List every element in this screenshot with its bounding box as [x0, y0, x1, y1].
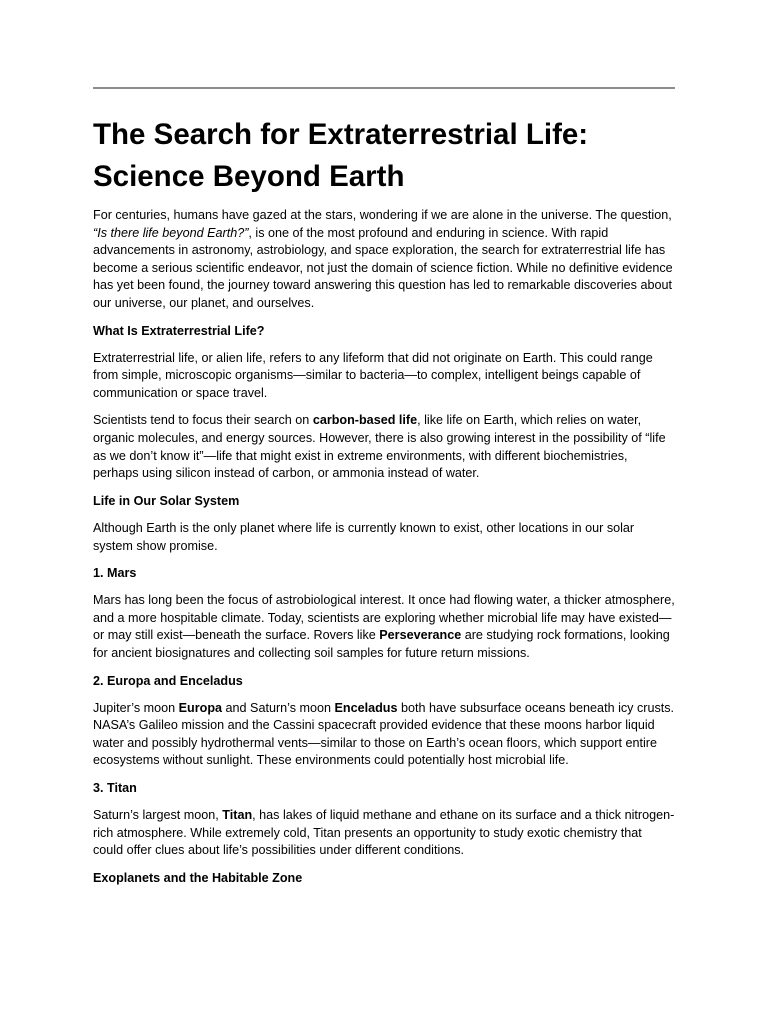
europa-paragraph — [93, 700, 675, 770]
title-line-1: The Search for Extraterrestrial Life: — [93, 118, 589, 151]
what-is-paragraph-2 — [93, 412, 675, 482]
enceladus-term: Enceladus — [334, 700, 398, 715]
subheading-europa-enceladus: 2. Europa and Enceladus — [93, 673, 243, 688]
intro-text: For centuries, humans have gazed at the stars, wondering if we are alone in the universe. The question, — [93, 208, 672, 222]
what-is-p2-text: Scientists tend to focus their search on — [93, 413, 313, 428]
mars-text: Mars has long been the focus of astrobiological interest. It once had flowing water, a thicker atmosphere, and a more hospitable climate. Today, scientists are exploring whether microbial life may have existed—or may still exist—beneath the surface. Rovers like — [93, 593, 675, 643]
title-line-2: Science Beyond Earth — [93, 160, 405, 193]
europa-text-mid: and Saturn’s moon — [222, 700, 335, 715]
top-horizontal-rule — [93, 87, 675, 89]
what-is-paragraph-1: Extraterrestrial life, or alien life, refers to any lifeform that did not originate on Earth. This could range from simple, microscopic organisms—similar to bacteria—to complex, intelligent beings capable of communication or space travel. — [93, 350, 653, 400]
intro-paragraph — [93, 207, 675, 313]
section-heading-exoplanets: Exoplanets and the Habitable Zone — [93, 870, 303, 885]
titan-paragraph — [93, 807, 675, 860]
carbon-based-life-term: carbon-based life — [312, 413, 418, 428]
subheading-titan: 3. Titan — [93, 781, 137, 796]
europa-text-cont: both have subsurface oceans beneath icy crusts. NASA’s Galileo mission and the Cassini spacecraft provided evidence that these moons harbor liquid water and possibly hydrothermal vents—similar to those on Earth’s ocean floors, which support entire ecosystems without sunlight. These environments could potentially host microbial life. — [93, 700, 675, 768]
intro-text-cont: , is one of the most profound and enduring in science. With rapid advancements in astronomy, astrobiology, and space exploration, the search for extraterrestrial life has become a serious scientific endeavor, not just the domain of science fiction. While no definitive evidence has yet been found, the journey toward answering this question has led to remarkable discoveries about our universe, our planet, and ourselves. — [93, 225, 673, 310]
titan-term: Titan — [222, 808, 253, 823]
titan-text: Saturn’s largest moon, — [93, 808, 223, 823]
document-title — [93, 114, 693, 198]
section-heading-what-is: What Is Extraterrestrial Life? — [93, 323, 265, 338]
mars-paragraph — [93, 592, 675, 662]
europa-term: Europa — [178, 700, 223, 715]
subheading-mars: 1. Mars — [93, 566, 137, 581]
europa-text: Jupiter’s moon — [93, 700, 179, 715]
section-heading-solar-system: Life in Our Solar System — [93, 493, 240, 508]
titan-text-cont: , has lakes of liquid methane and ethane on its surface and a thick nitrogen-rich atmosphere. While extremely cold, Titan presents an opportunity to study exotic chemistry that could offer clues about life’s possibilities under different conditions. — [93, 808, 675, 858]
solar-system-paragraph: Although Earth is the only planet where life is currently known to exist, other locations in our solar system show promise. — [93, 520, 635, 553]
document-body — [93, 207, 675, 897]
perseverance-term: Perseverance — [379, 628, 462, 643]
what-is-p2-text-cont: , like life on Earth, which relies on water, organic molecules, and energy sources. However, there is also growing interest in the possibility of “life as we don’t know it”—life that might exist in extreme environments, with different biochemistries, perhaps using silicon instead of carbon, or ammonia instead of water. — [93, 413, 666, 481]
intro-quote: “Is there life beyond Earth?” — [93, 225, 249, 240]
mars-text-cont: are studying rock formations, looking for ancient biosignatures and collecting soil samples for future return missions. — [93, 628, 670, 660]
